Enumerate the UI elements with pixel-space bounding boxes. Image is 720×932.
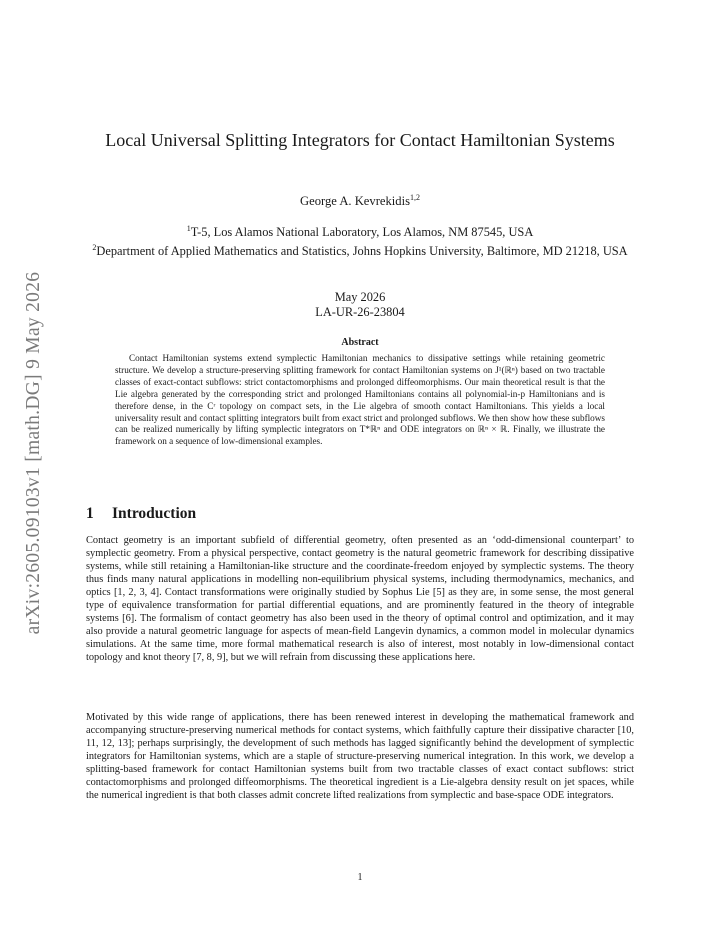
intro-paragraph-1: Contact geometry is an important subfield of differential geometry, often presented as an ‘odd-dimensional counterpart’ to symplectic geometry. From a physical perspective, contact geometry is the natural geometric framework for describing dissipative systems, while still retaining a Hamiltonian-like structure and the coordinate-freedom enjoyed by symplectic systems. The theory thus finds many natural applications in modelling non-equilibrium physical systems, including thermodynamics, mechanics, and optics [1, 2, 3, 4]. Contact transformations were originally studied by Sophus Lie [5] as they are, in some sense, the most general type of equivalence transformation for partial differential equations, and are prominently featured in the theory of integrable systems [6]. The formalism of contact geometry has also been used in the theory of optimal control and optimization, and it may also provide a natural geometric language for aspects of mean-field Langevin dynamics, a common model in molecular dynamics simulations. At the same time, more formal mathematical research is also of interest, most notably in low-dimensional contact topology and knot theory [7, 8, 9], but we will refrain from discussing these applications here. bbox=[86, 535, 634, 664]
section-number: 1 bbox=[86, 505, 94, 522]
paper-title: Local Universal Splitting Integrators for Contact Hamiltonian Systems bbox=[105, 130, 615, 150]
affiliation-2-mark: 2 bbox=[92, 243, 97, 253]
author-name: George A. Kevrekidis bbox=[300, 194, 410, 209]
affiliation-2 bbox=[78, 240, 642, 259]
arxiv-identifier: arXiv:2605.09103v1 [math.DG] 9 May 2026 bbox=[23, 271, 44, 635]
page-number: 1 bbox=[357, 872, 363, 883]
abstract-heading: Abstract bbox=[341, 337, 379, 348]
publication-date: May 2026 bbox=[334, 290, 386, 304]
affiliation-1 bbox=[78, 221, 642, 240]
affiliation-2-text: Department of Applied Mathematics and Statistics, Johns Hopkins University, Baltimore, MD 21218, USA bbox=[96, 244, 628, 259]
author-line bbox=[86, 193, 634, 209]
affiliation-1-text: T-5, Los Alamos National Laboratory, Los Alamos, NM 87545, USA bbox=[190, 225, 534, 240]
abstract-text: Contact Hamiltonian systems extend symplectic Hamiltonian mechanics to dissipative settings while retaining geometric structure. We develop a structure-preserving splitting framework for contact Hamiltonian systems on J¹(ℝⁿ) based on two tractable classes of exact-contact subflows: strict contactomorphisms and prolonged diffeomorphisms. Our main theoretical result is that the Lie algebra generated by the corresponding strict and prolonged Hamiltonians contains all polynomial-in-p Hamiltonians and is therefore dense, in the Cʳ topology on compact sets, in the Lie algebra of smooth contact Hamiltonians. This yields a local universality result and contact splitting integrators built from exact strict and prolonged subflows. We then show how these subflows can be realized numerically by lifting symplectic integrators on T*ℝⁿ and ODE integrators on ℝⁿ × ℝ. Finally, we illustrate the framework on a sequence of low-dimensional examples. bbox=[115, 353, 605, 447]
section-title: Introduction bbox=[112, 505, 197, 522]
arxiv-sidebar-stamp bbox=[14, 248, 54, 658]
section-heading bbox=[86, 505, 196, 523]
affiliations bbox=[78, 221, 642, 259]
affiliation-1-mark: 1 bbox=[186, 224, 191, 233]
author-affiliation-marks: 1,2 bbox=[409, 193, 420, 202]
report-number: LA-UR-26-23804 bbox=[315, 305, 405, 319]
intro-paragraph-2: Motivated by this wide range of applications, there has been renewed interest in developing the mathematical framework and accompanying structure-preserving numerical methods for contact systems, which faithfully capture their dissipative character [10, 11, 12, 13]; perhaps surprisingly, the development of such methods has lagged significantly behind the development of symplectic integrators for Hamiltonian systems, which are a staple of structure-preserving numerical integration. In this work, we develop a splitting-based framework for contact Hamiltonian systems built from two tractable classes of exact contact subflows: strict contactomorphisms and prolonged diffeomorphisms. The theoretical ingredient is a Lie-algebra density result on jet spaces, while the numerical ingredient is that both classes admit concrete lifted realizations from symplectic and base-space ODE integrators. bbox=[86, 712, 634, 802]
date-block bbox=[86, 290, 634, 320]
